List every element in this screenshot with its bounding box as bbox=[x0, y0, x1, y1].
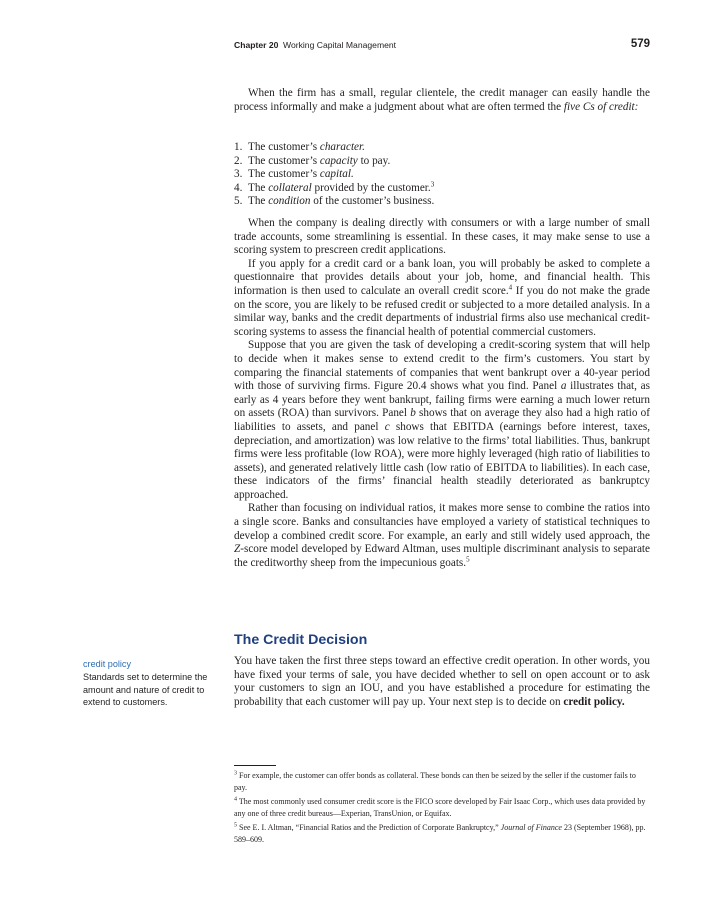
chapter-title: Working Capital Management bbox=[283, 40, 397, 50]
intro-emphasis: five Cs of credit: bbox=[563, 100, 639, 113]
page-header bbox=[234, 39, 650, 55]
paragraph-text: Rather than focusing on individual ratios, it makes more sense to combine the ratios into a single score. Banks and consultancies have employed a variety of statistical techniques to develop a combined credit score. For example, an early and still widely used approach, the bbox=[234, 502, 650, 542]
paragraph-text: You have taken the first three steps toward an effective credit operation. In other words, you have fixed your terms of sale, you have decided whether to sell on open account or to ask your customers to sign an IOU, and you have established a procedure for estimating the probability that each customer will pay up. Your next step is to decide on bbox=[234, 655, 650, 708]
margin-definition bbox=[83, 658, 215, 709]
footnote bbox=[234, 770, 650, 794]
chapter-label: Chapter 20 bbox=[234, 40, 279, 50]
list-item bbox=[234, 155, 650, 169]
margin-definition-text: Standards set to determine the amount and nature of credit to extend to customers. bbox=[83, 671, 208, 708]
paragraph-text: shows that EBITDA (earnings before interest, taxes, depreciation, and amortization) was low relative to the firms’ total liabilities. Thus, bankrupt firms were less profitable (low ROA), were more highly leveraged (high ratio of liabilities to assets), and generated relatively little cash (low ratio of EBITDA to liabilities). In each case, these indicators of the firms’ financial health steadily deteriorated as bankruptcy approached. bbox=[234, 420, 650, 501]
section-heading: The Credit Decision bbox=[234, 632, 368, 648]
list-item bbox=[234, 195, 650, 209]
list-emphasis: collateral bbox=[268, 181, 312, 194]
list-text: The bbox=[248, 195, 269, 207]
intro-text: When the firm has a small, regular clientele, the credit manager can easily handle the process informally and make a judgment about what are often termed the bbox=[234, 87, 650, 113]
list-text: The customer’s bbox=[248, 168, 320, 180]
paragraph-text: -score model developed by Edward Altman, uses multiple discriminant analysis to separate the creditworthy sheep from the impecunious goats. bbox=[234, 543, 650, 569]
paragraph-text: illustrates that, as early as 4 years before they went bankrupt, failing firms were earning a much lower return on assets (ROA) than survivors. Panel bbox=[234, 380, 650, 420]
panel-ref: c bbox=[384, 420, 390, 433]
z-italic: Z bbox=[234, 543, 241, 556]
panel-ref: a bbox=[560, 380, 567, 393]
margin-term: credit policy bbox=[83, 659, 132, 669]
paragraph-text: If you apply for a credit card or a bank loan, you will probably be asked to complete a questionnaire that provides details about your job, home, and financial health. This information is then used to calculate an overall credit score. bbox=[234, 257, 650, 297]
paragraph-credit-score bbox=[234, 258, 650, 340]
list-emphasis: capacity bbox=[319, 154, 358, 167]
footnote-ref: 4 bbox=[508, 283, 513, 292]
list-emphasis: condition bbox=[268, 195, 311, 207]
list-text: The bbox=[248, 181, 269, 194]
paragraph-bankruptcy bbox=[234, 339, 650, 502]
paragraph-text: shows that on average they also had a high ratio of liabilities to assets, and panel bbox=[234, 407, 651, 433]
footnote-text: The most commonly used consumer credit score is the FICO score developed by Fair Isaac Corp., which uses data provided by any one of three credit bureaus—Experian, TransUnion, or Equifax. bbox=[234, 797, 646, 818]
list-emphasis: character. bbox=[319, 141, 365, 153]
paragraph-credit-decision bbox=[234, 655, 650, 709]
footnote-text: 23 (September 1968), pp. 589–609. bbox=[234, 823, 646, 844]
footnote-ref: 5 bbox=[466, 555, 470, 564]
list-number: 3. bbox=[234, 168, 243, 180]
list-number: 5. bbox=[234, 195, 243, 207]
footnote-number: 5 bbox=[234, 822, 237, 829]
footnote bbox=[234, 796, 650, 820]
list-item bbox=[234, 179, 650, 196]
footnote-number: 3 bbox=[234, 770, 237, 777]
list-text: The customer’s bbox=[248, 141, 320, 153]
footnote-text: For example, the customer can offer bonds as collateral. These bonds can then be seized by the seller if the customer fails to pay. bbox=[234, 771, 636, 792]
footnote bbox=[234, 822, 650, 846]
list-text: of the customer’s business. bbox=[310, 195, 435, 207]
panel-ref: b bbox=[410, 407, 416, 420]
body-text bbox=[234, 217, 650, 570]
paragraph-text: Suppose that you are given the task of developing a credit-scoring system that will help to decide when it makes sense to extend credit to the firm’s customers. You start by comparing the financial statements of companies that went bankrupt over a 40-year period with those of surviving firms. Figure 20.4 shows what you find. Panel bbox=[234, 339, 650, 393]
list-number: 2. bbox=[234, 154, 243, 167]
paragraph-z-score bbox=[234, 502, 650, 570]
list-item bbox=[234, 168, 650, 182]
list-text: to pay. bbox=[357, 154, 391, 167]
list-emphasis: capital. bbox=[319, 168, 354, 180]
list-text: provided by the customer. bbox=[311, 181, 431, 194]
list-number: 1. bbox=[234, 141, 243, 153]
footnotes bbox=[234, 770, 650, 848]
list-text: The customer’s bbox=[248, 154, 320, 167]
journal-title: Journal of Finance bbox=[500, 823, 562, 832]
footnote-divider bbox=[234, 765, 276, 766]
list-number: 4. bbox=[234, 181, 243, 194]
five-cs-list bbox=[234, 141, 650, 209]
paragraph-scoring: When the company is dealing directly with consumers or with a large number of small trade accounts, some streamlining is essential. In these cases, it may make sense to use a scoring system to prescreen credit applications. bbox=[234, 217, 650, 257]
footnote-ref: 3 bbox=[430, 179, 435, 188]
paragraph-text: If you do not make the grade on the score, you are likely to be refused credit or subjected to a more detailed analysis. In a similar way, banks and the credit departments of industrial firms also use mechanical credit-scoring systems to assess the financial health of potential commercial customers. bbox=[234, 284, 650, 338]
intro-paragraph bbox=[234, 87, 650, 114]
footnote-text: See E. I. Altman, “Financial Ratios and the Prediction of Corporate Bankruptcy,” bbox=[239, 823, 501, 832]
key-term: credit policy. bbox=[563, 695, 625, 708]
list-item bbox=[234, 141, 650, 155]
page-number: 579 bbox=[630, 38, 650, 50]
footnote-number: 4 bbox=[234, 796, 237, 803]
